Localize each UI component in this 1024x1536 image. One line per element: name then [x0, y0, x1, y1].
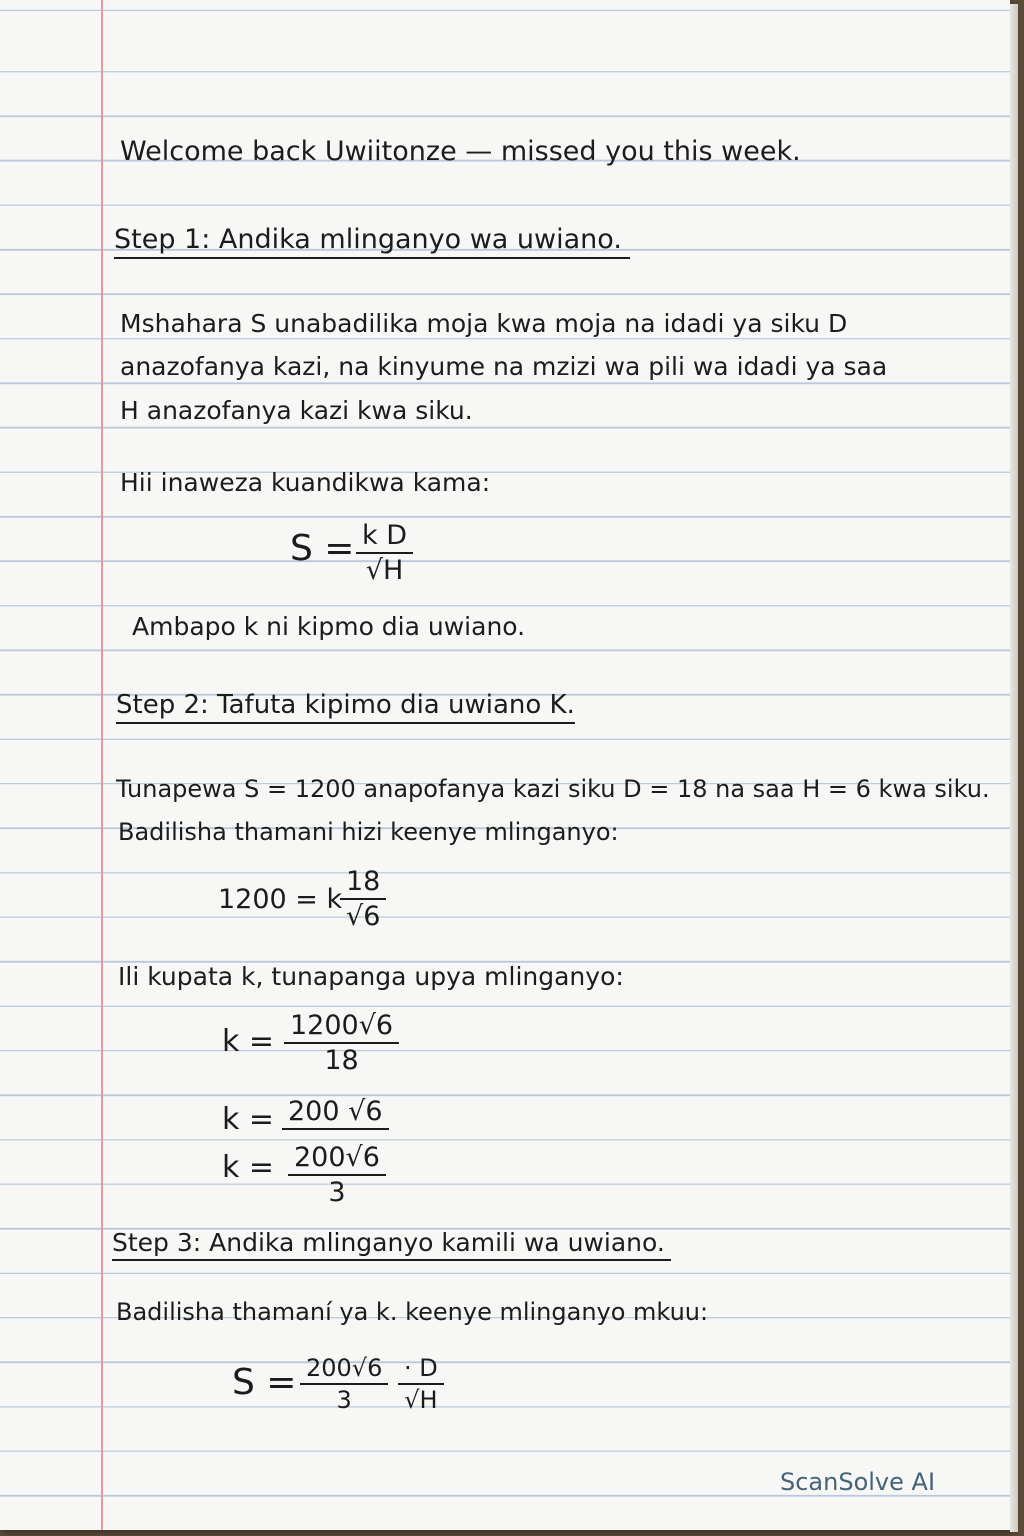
fraction-numerator: 200√6 — [288, 1142, 386, 1176]
step2-eq1-fraction — [340, 866, 386, 932]
step3-heading: Step 3: Andika mlinganyo kamili wa uwiano. — [112, 1228, 671, 1261]
fraction-numerator: 18 — [340, 866, 386, 900]
fraction-denominator: 3 — [328, 1177, 346, 1208]
fraction-denominator: √H — [404, 1386, 438, 1414]
fraction-denominator: 3 — [336, 1386, 352, 1414]
step1-note: Ambapo k ni kipmo dia uwiano. — [132, 612, 526, 641]
step2-rearrange: Ili kupata k, tunapanga upya mlinganyo: — [118, 962, 624, 991]
step2-eq1-lhs: 1200 = k — [218, 884, 343, 915]
step2-eq3-lhs: k = — [222, 1102, 275, 1137]
step1-paragraph-line1: Mshahara S unabadilika moja kwa moja na idadi ya siku D — [120, 309, 848, 338]
step1-intro: Hii inaweza kuandikwa kama: — [120, 468, 491, 497]
fraction-denominator: 18 — [324, 1045, 359, 1076]
fraction-numerator: · D — [398, 1354, 444, 1385]
step2-eq2-fraction — [284, 1010, 399, 1076]
step3-equation-lhs: S = — [232, 1362, 297, 1403]
step2-given-line2: Badilisha thamani hizi keenye mlinganyo: — [118, 818, 619, 846]
fraction-numerator: 1200√6 — [284, 1010, 399, 1044]
fraction-denominator: √H — [365, 555, 404, 586]
step1-paragraph-line2: anazofanya kazi, na kinyume na mzizi wa pili wa idadi ya saa — [120, 352, 888, 381]
step1-equation-fraction — [356, 520, 413, 586]
step1-paragraph-line3: H anazofanya kazi kwa siku. — [120, 396, 473, 425]
step1-heading: Step 1: Andika mlinganyo wa uwiano. — [114, 224, 630, 259]
step2-eq4-fraction — [288, 1142, 386, 1208]
step3-fraction-1 — [300, 1354, 388, 1414]
step3-instruction: Badilisha thamaní ya k. keenye mlinganyo mkuu: — [116, 1298, 709, 1326]
step2-eq2-lhs: k = — [222, 1024, 275, 1059]
step3-fraction-2 — [398, 1354, 444, 1414]
step2-eq3-fraction — [282, 1096, 389, 1130]
fraction-denominator: √6 — [345, 901, 381, 932]
margin-line — [101, 0, 103, 1530]
greeting: Welcome back Uwiitonze — missed you this week. — [120, 136, 801, 167]
step2-heading: Step 2: Tafuta kipimo dia uwiano K. — [116, 690, 575, 724]
fraction-numerator: 200 √6 — [282, 1096, 389, 1130]
step2-eq4-lhs: k = — [222, 1150, 275, 1185]
scansolve-watermark: ScanSolve AI — [780, 1468, 936, 1496]
step2-given-line1: Tunapewa S = 1200 anapofanya kazi siku D = 18 na saa H = 6 kwa siku. — [116, 775, 990, 803]
step1-equation-lhs: S = — [290, 528, 355, 569]
fraction-numerator: 200√6 — [300, 1354, 388, 1385]
fraction-numerator: k D — [356, 520, 413, 554]
page-edge — [1010, 4, 1018, 1532]
